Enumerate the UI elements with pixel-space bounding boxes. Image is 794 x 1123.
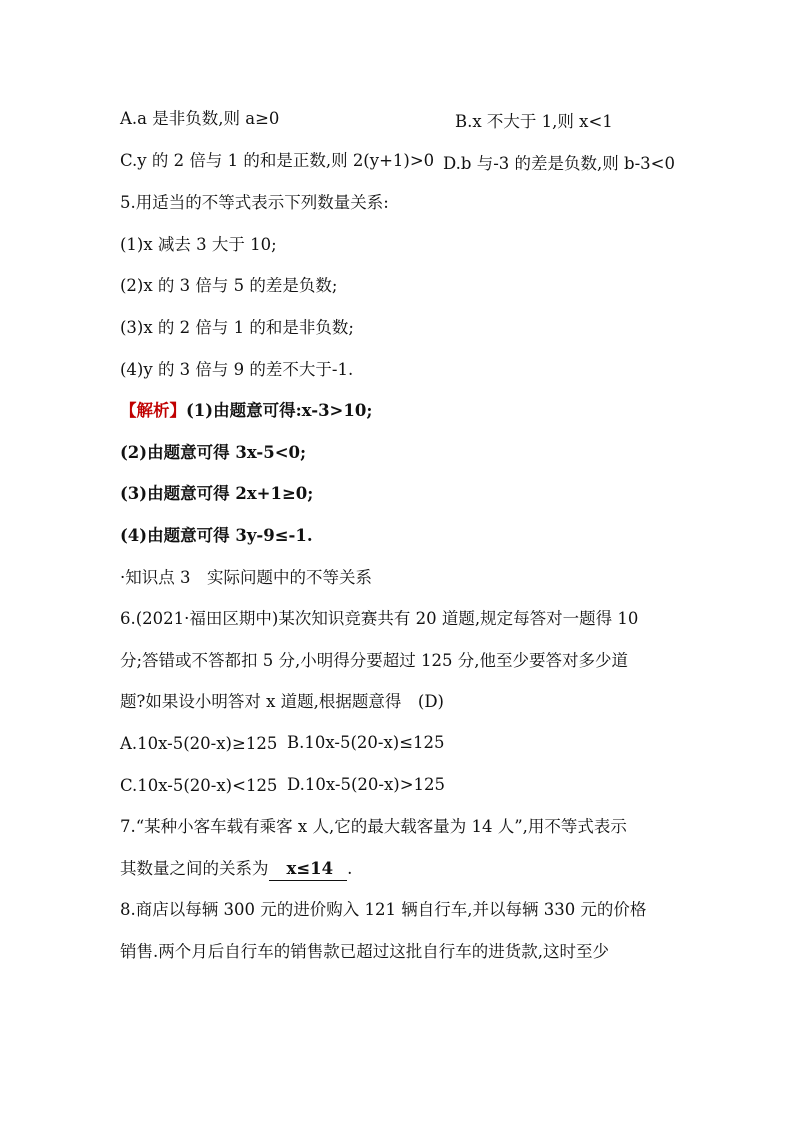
analysis-tag: 【解析】	[120, 401, 186, 420]
q5-answer-1-line	[120, 400, 372, 422]
q4-option-c: C.y 的 2 倍与 1 的和是正数,则 2(y+1)>0	[120, 151, 435, 170]
q5-stem: 5.用适当的不等式表示下列数量关系:	[120, 193, 389, 212]
q7-line-2-suffix: .	[347, 859, 353, 878]
q5-item-1: (1)x 减去 3 大于 10;	[120, 235, 277, 254]
q7-line-2-prefix: 其数量之间的关系为	[120, 859, 269, 878]
q6-option-d: D.10x-5(20-x)>125	[287, 775, 446, 794]
q8-line-1: 8.商店以每辆 300 元的进价购入 121 辆自行车,并以每辆 330 元的价格	[120, 900, 647, 919]
q4-option-a: A.a 是非负数,则 a≥0	[120, 109, 280, 128]
q8-line-2: 销售.两个月后自行车的销售款已超过这批自行车的进货款,这时至少	[120, 942, 609, 961]
q4-option-b: B.x 不大于 1,则 x<1	[455, 112, 613, 131]
q4-option-d: D.b 与-3 的差是负数,则 b-3<0	[443, 154, 675, 173]
q7-line-2	[120, 858, 352, 881]
q7-line-1: 7.“某种小客车载有乘客 x 人,它的最大载客量为 14 人”,用不等式表示	[120, 817, 627, 836]
q6-line-3: 题?如果设小明答对 x 道题,根据题意得 (D)	[120, 692, 444, 711]
section-heading: ·知识点 3 实际问题中的不等关系	[120, 568, 372, 587]
q5-item-2: (2)x 的 3 倍与 5 的差是负数;	[120, 276, 338, 295]
q5-answer-3: (3)由题意可得 2x+1≥0;	[120, 484, 314, 503]
q5-answer-2: (2)由题意可得 3x-5<0;	[120, 443, 307, 462]
q6-option-c: C.10x-5(20-x)<125	[120, 776, 278, 795]
q6-option-b: B.10x-5(20-x)≤125	[287, 733, 445, 752]
q5-item-4: (4)y 的 3 倍与 9 的差不大于-1.	[120, 360, 354, 379]
q6-line-2: 分;答错或不答都扣 5 分,小明得分要超过 125 分,他至少要答对多少道	[120, 651, 629, 670]
q5-item-3: (3)x 的 2 倍与 1 的和是非负数;	[120, 318, 354, 337]
q5-answer-4: (4)由题意可得 3y-9≤-1.	[120, 526, 313, 545]
q5-answer-1: (1)由题意可得:x-3>10;	[186, 401, 373, 420]
q6-line-1: 6.(2021·福田区期中)某次知识竞赛共有 20 道题,规定每答对一题得 10	[120, 609, 639, 628]
q6-option-a: A.10x-5(20-x)≥125	[120, 734, 278, 753]
q7-answer-blank: x≤14	[269, 858, 348, 881]
